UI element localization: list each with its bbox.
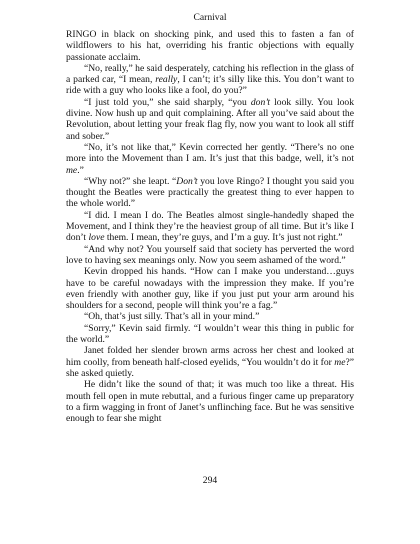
paragraph-3 <box>66 97 354 142</box>
paragraph-5-text-a: “Why not?” she leapt. “ <box>84 175 177 187</box>
paragraph-4-text-a: “No, it’s not like that,” Kevin corrected her gently. “There’s no one more into the Movement than I am. It’s just that this badge, well, it’s not <box>66 141 354 165</box>
running-head: Carnival <box>193 12 227 23</box>
paragraph-2-emphasis: really <box>155 74 178 86</box>
paragraph-11-text-b: ?” she asked quietly. <box>66 356 354 379</box>
paragraph-10: “Sorry,” Kevin said firmly. “I wouldn’t wear this thing in public for the world.” <box>66 322 354 346</box>
paragraph-8: Kevin dropped his hands. “How can I make you understand…guys have to be careful nowadays with the impression they make. If you’re even friendly with another guy, like if you just put your arm around his shoulders for a second, people will think you’re a fag.” <box>66 266 354 312</box>
paragraph-11 <box>66 345 354 379</box>
paragraph-3-text-a: “I just told you,” she said sharply, “you <box>84 96 251 108</box>
paragraph-9: “Oh, that’s just silly. That’s all in your mind.” <box>84 311 260 323</box>
page-number: 294 <box>202 475 218 486</box>
paragraph-12: He didn’t like the sound of that; it was much too like a threat. His mouth fell open in mute rebuttal, and a furious finger came up preparatory to a firm wagging in front of Janet’s unflinching face. But he was sensitive enough to fear she might <box>66 379 354 425</box>
paragraph-3-text-b: look silly. You look divine. Now hush up and quit complaining. After all you’ve said about the Revolution, about letting your freak flag fly, now you want to look all stiff and sober.” <box>66 96 354 142</box>
paragraph-11-text-a: Janet folded her slender brown arms across her chest and looked at him coolly, from beneath half-closed eyelids, “You wouldn’t do it for <box>66 345 354 368</box>
paragraph-4-emphasis: me <box>66 164 78 176</box>
paragraph-11-emphasis: me <box>334 356 346 368</box>
paragraph-5 <box>66 176 354 210</box>
paragraph-1: RINGO in black on shocking pink, and used this to fasten a fan of wildflowers to his hat, overriding his frantic objections with equally passionate acclaim. <box>66 29 354 63</box>
paragraph-5-emphasis: Don’t <box>176 175 198 187</box>
paragraph-2-text-b: , I can’t; it’s silly like this. You don’t want to ride with a guy who looks like a fool, do you?” <box>66 74 354 97</box>
body-text <box>66 29 354 424</box>
paragraph-4 <box>66 142 354 176</box>
paragraph-4-text-b: .” <box>77 164 84 176</box>
paragraph-7: “And why not? You yourself said that society has perverted the word love to having sex meanings only. Now you seem ashamed of the word.” <box>66 243 354 266</box>
paragraph-6 <box>66 210 354 244</box>
paragraph-2 <box>66 63 354 97</box>
paragraph-3-emphasis: don’t <box>250 96 271 108</box>
paragraph-6-emphasis: love <box>88 232 105 244</box>
paragraph-5-text-b: you love Ringo? I thought you said you thought the Beatles were practically the greatest thing to ever happen to the whole world.” <box>66 175 354 210</box>
paragraph-6-text-a: “I did. I mean I do. The Beatles almost single-handedly shaped the Movement, and I think they’re the heaviest group of all time. But it’s like I don’t <box>66 209 354 244</box>
paragraph-6-text-b: them. I mean, they’re guys, and I’m a guy. It’s just not right.” <box>104 232 343 244</box>
paragraph-2-text-a: “No, really,” he said desperately, catching his reflection in the glass of a parked car, “I mean, <box>66 62 354 86</box>
